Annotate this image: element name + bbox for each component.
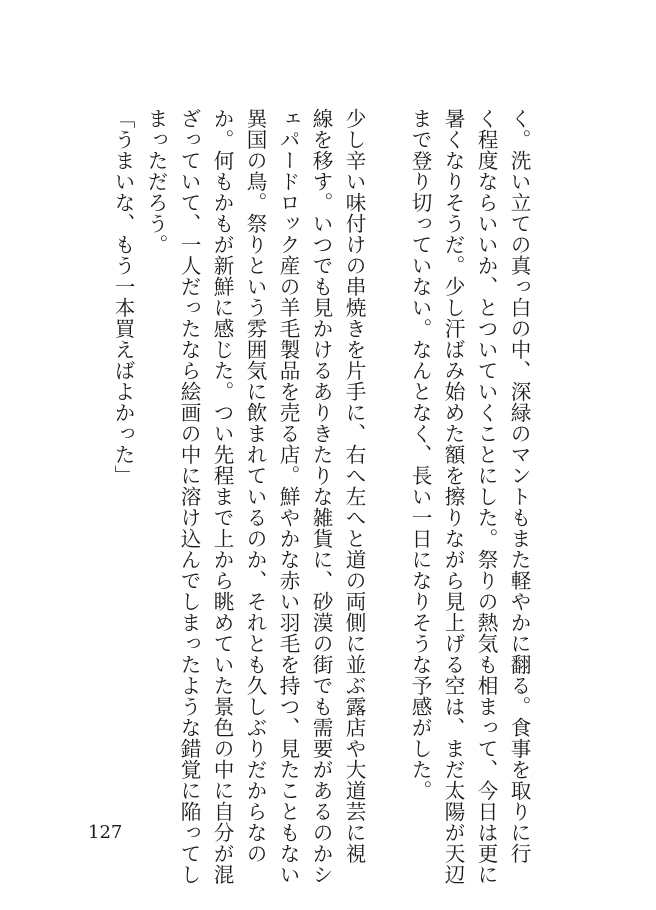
text-line-9: 異国の鳥。祭りという雰囲気に飲まれているのか、それとも久しぶりだからなの [243,108,267,864]
text-line-3: 暑くなりそうだ。少し汗ばみ始めた額を擦りながら見上げる空は、まだ太陽が天辺 [441,108,465,885]
text-line-6: 少し辛い味付けの串焼きを片手に、右へ左へと道の両側に並ぶ露店や大道芸に視 [342,108,366,864]
text-line-11: ざっていて、一人だったなら絵画の中に溶け込んでしまったような錯覚に陥ってし [177,108,201,885]
text-line-5 [372,108,402,828]
text-line-1: く。洗い立ての真っ白の中、深緑のマントもまた軽やかに翻る。食事を取りに行 [507,108,531,864]
page-number: 127 [88,822,123,843]
text-line-8: ェパードロック産の羊毛製品を売る店。鮮やかな赤い羽毛を持つ、見たこともない [276,108,300,885]
text-line-7: 線を移す。いつでも見かけるありきたりな雑貨に、砂漠の街でも需要があるのかシ [309,108,333,885]
text-line-2: く程度ならいいか、とついていくことにした。祭りの熱気も相まって、今日は更に [474,108,498,885]
text-line-12: まっただろう。 [144,108,168,255]
text-line-13: 「うまいな、もう一本買えばよかった」 [111,108,135,486]
text-line-4: まで登り切っていない。なんとなく、長い一日になりそうな予感がした。 [408,108,432,801]
text-line-10: か。何もかもが新鮮に感じた。つい先程まで上から眺めていた景色の中に自分が混 [210,108,234,885]
